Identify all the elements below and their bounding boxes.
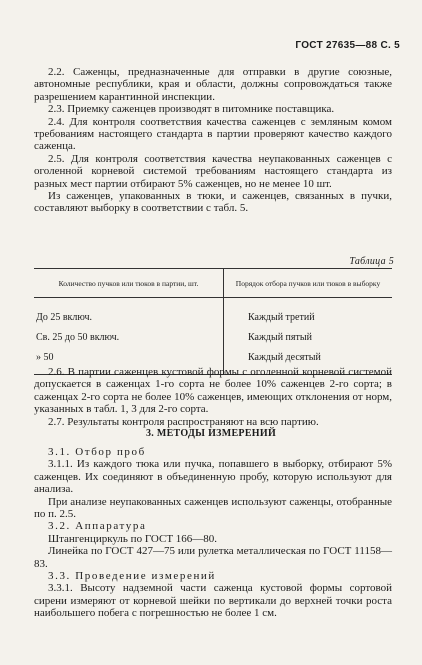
section-3-body — [34, 446, 392, 620]
table-cell: » 50 — [36, 352, 54, 363]
table-column-order — [224, 298, 392, 374]
section-2-intro — [34, 66, 392, 215]
table-body — [34, 298, 392, 375]
heading-3-1: 3.1. Отбор проб — [48, 446, 146, 458]
paragraph-2-5-bundles: Из саженцев, упакованных в тюки, и саженцев, связанных в пучки, составляют выборку в соответствии с табл. 5. — [34, 190, 392, 215]
paragraph-2-2: 2.2. Саженцы, предназначенные для отправки в другие союзные, автономные республики, края и области, должны сопровождаться также разрешением карантинной инспекции. — [34, 66, 392, 103]
table-column-count — [34, 298, 224, 374]
section-2-rules — [34, 366, 392, 428]
paragraph-3-1-2: При анализе неупакованных саженцев используют саженцы, отобранные по п. 2.5. — [34, 495, 392, 521]
table-cell: До 25 включ. — [36, 312, 93, 323]
paragraph-2-4: 2.4. Для контроля соответствия качества саженцев с земляным комом требованиям настоящего стандарта в партии проверяют качество каждого саженца. — [34, 115, 392, 153]
heading-3-2: 3.2. Аппаратура — [48, 520, 147, 533]
page-header: ГОСТ 27635—88 С. 5 — [295, 40, 400, 51]
table-5 — [34, 268, 392, 375]
paragraph-2-6: 2.6. В партии саженцев кустовой формы с оголенной корневой системой допускается в саженцах 1-го сорта не более 10% саженцев 2-го сорта; в саженцах 2-го сорта не более 10% саженцев, имеющих отклонения от норм, указанных в табл. 1, 3 для 2-го сорта. — [34, 366, 392, 416]
table-caption: Таблица 5 — [349, 256, 394, 267]
paragraph-3-2-2: Линейка по ГОСТ 427—75 или рулетка металлическая по ГОСТ 11158—83. — [34, 545, 392, 570]
paragraph-3-2-1: Штангенциркуль по ГОСТ 166—80. — [48, 532, 218, 545]
table-cell: Каждый десятый — [248, 352, 321, 363]
paragraph-2-5: 2.5. Для контроля соответствия качества неупакованных саженцев с оголенной корневой системой требованиям настоящего стандарта из разных мест партии отбирают 5% саженцев, но не менее 10 шт. — [34, 152, 392, 190]
paragraph-3-1-1: 3.1.1. Из каждого тюка или пучка, попавшего в выборку, отбирают 5% саженцев. Их соединяют в объединенную пробу, которую используют для анализа. — [34, 458, 392, 496]
paragraph-2-3: 2.3. Приемку саженцев производят в питомнике поставщика. — [48, 103, 335, 116]
heading-3-3: 3.3. Проведение измерений — [48, 570, 216, 583]
paragraph-2-7: 2.7. Результаты контроля распространяют на всю партию. — [48, 415, 319, 428]
paragraph-3-3-1: 3.3.1. Высоту надземной части саженца кустовой формы сортовой сирени измеряют от корневой шейки по вертикали до верхней точки роста наибольшего побега с погрешностью не более 1 см. — [34, 582, 392, 620]
table-header-count: Количество пучков или тюков в партии, шт. — [34, 269, 224, 297]
table-header-order: Порядок отбора пучков или тюков в выборку — [235, 278, 381, 288]
table-cell: Каждый третий — [248, 312, 315, 323]
section-3-title: 3. МЕТОДЫ ИЗМЕРЕНИЙ — [145, 428, 277, 439]
table-cell: Каждый пятый — [248, 332, 312, 343]
table-cell: Св. 25 до 50 включ. — [36, 332, 120, 343]
table-header — [34, 268, 392, 298]
